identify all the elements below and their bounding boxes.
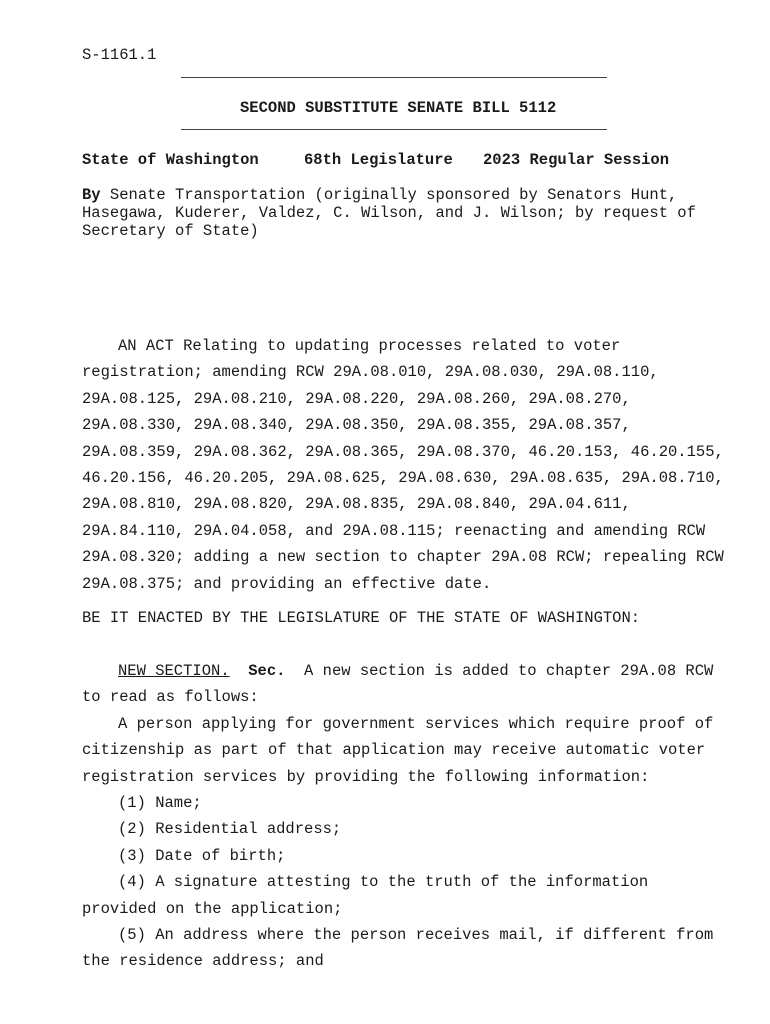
act-line: 29A.08.330, 29A.08.340, 29A.08.350, 29A.08.355, 29A.08.357, [82, 416, 631, 435]
sponsor-line-2: Hasegawa, Kuderer, Valdez, C. Wilson, and J. Wilson; by request of [82, 204, 696, 222]
act-line: 29A.08.359, 29A.08.362, 29A.08.365, 29A.08.370, 46.20.153, 46.20.155, [82, 442, 724, 461]
title-rule-top [181, 77, 607, 78]
sponsor-line-3: Secretary of State) [82, 222, 259, 240]
bill-title: SECOND SUBSTITUTE SENATE BILL 5112 [240, 99, 557, 117]
list-item-5-cont: the residence address; and [82, 952, 324, 971]
sec-label: Sec. [248, 662, 286, 680]
enacting-clause: BE IT ENACTED BY THE LEGISLATURE OF THE STATE OF WASHINGTON: [82, 609, 641, 627]
act-line: 29A.08.320; adding a new section to chapter 29A.08 RCW; repealing RCW [82, 548, 724, 567]
state-name: State of Washington [82, 151, 259, 169]
legislature-number: 68th Legislature [304, 151, 453, 169]
section-para-line: registration services by providing the following information: [82, 767, 650, 786]
new-section-label: NEW SECTION. [118, 662, 230, 680]
session-name: 2023 Regular Session [483, 151, 670, 169]
title-rule-bottom [181, 129, 607, 130]
act-line: AN ACT Relating to updating processes related to voter [118, 337, 621, 355]
section-para-line: citizenship as part of that application may receive automatic voter [82, 741, 706, 760]
act-line: 29A.08.810, 29A.08.820, 29A.08.835, 29A.08.840, 29A.04.611, [82, 495, 631, 514]
by-label: By [82, 186, 101, 204]
act-line: registration; amending RCW 29A.08.010, 29A.08.030, 29A.08.110, [82, 363, 659, 382]
section-intro-text: A new section is added to chapter 29A.08 RCW [285, 662, 714, 680]
section-intro-line-2: to read as follows: [82, 688, 259, 707]
act-line: 29A.08.125, 29A.08.210, 29A.08.220, 29A.08.260, 29A.08.270, [82, 389, 631, 408]
section-para-line: A person applying for government services which require proof of [118, 714, 714, 733]
sponsor-block [82, 186, 722, 240]
list-item-1: (1) Name; [118, 794, 202, 813]
act-line: 46.20.156, 46.20.205, 29A.08.625, 29A.08.630, 29A.08.635, 29A.08.710, [82, 469, 724, 488]
act-title-block [82, 333, 722, 597]
act-line: 29A.84.110, 29A.04.058, and 29A.08.115; reenacting and amending RCW [82, 521, 706, 540]
document-id: S-1161.1 [82, 46, 157, 64]
list-item-4-cont: provided on the application; [82, 899, 343, 918]
section-intro-line [82, 658, 722, 684]
sponsor-line-1 [82, 186, 722, 204]
list-item-2: (2) Residential address; [118, 820, 342, 839]
list-item-5: (5) An address where the person receives mail, if different from [118, 926, 714, 945]
sponsor-text-1: Senate Transportation (originally sponsored by Senators Hunt, [100, 186, 678, 204]
new-section-block [82, 658, 722, 975]
act-line: 29A.08.375; and providing an effective date. [82, 574, 492, 593]
list-item-3: (3) Date of birth; [118, 846, 286, 865]
list-item-4: (4) A signature attesting to the truth of the information [118, 873, 649, 892]
